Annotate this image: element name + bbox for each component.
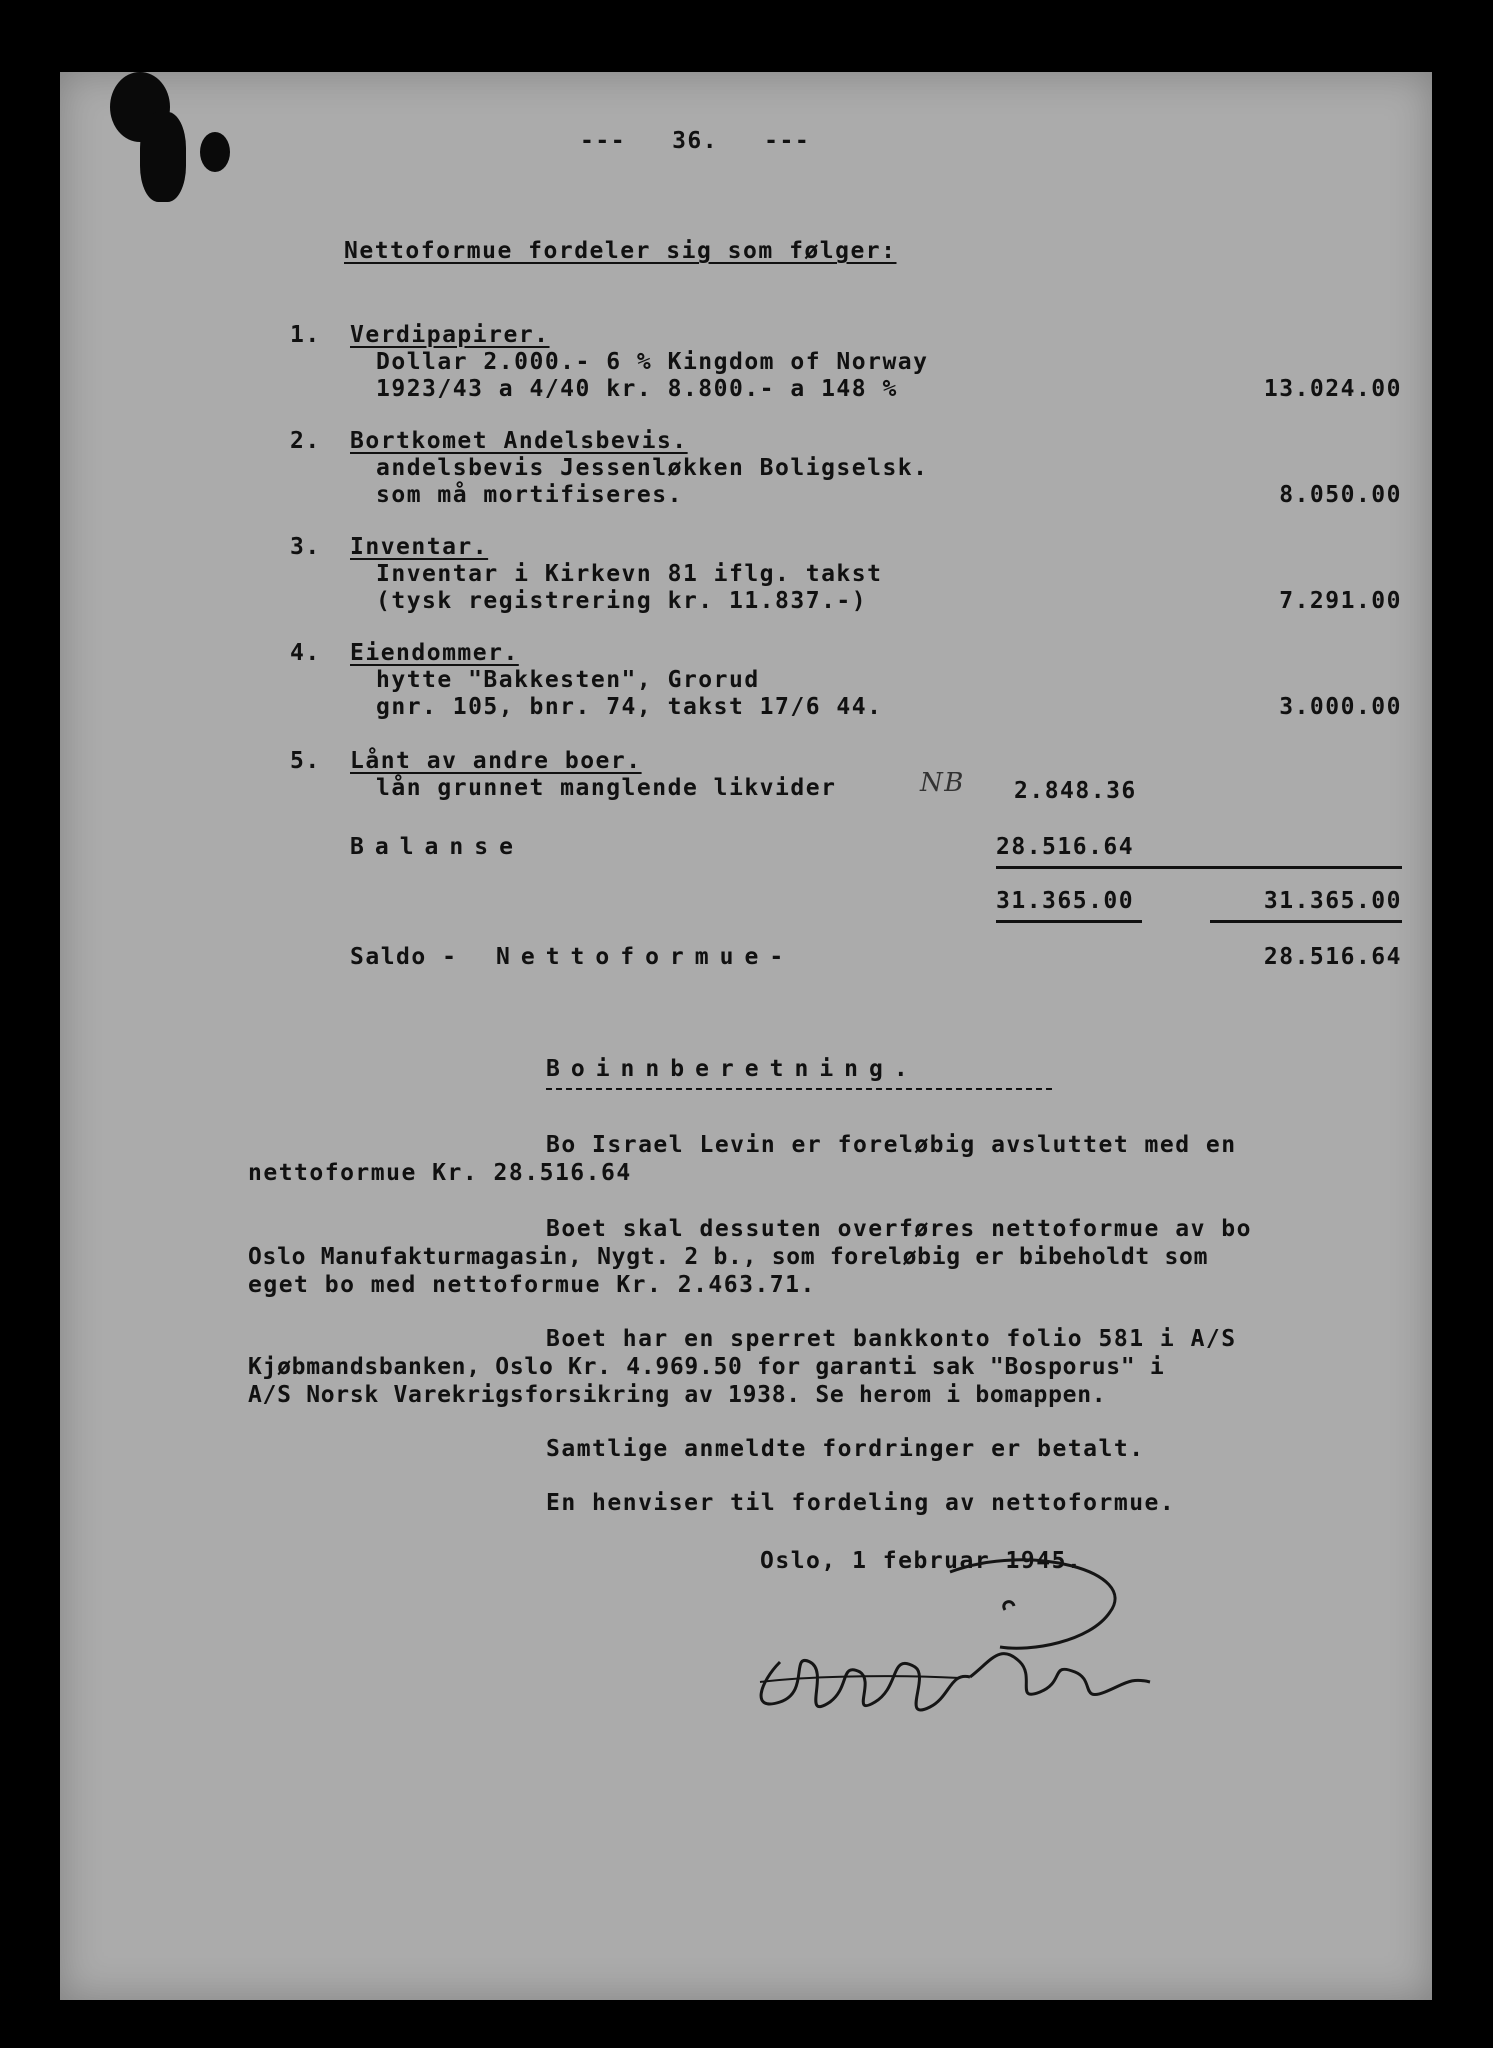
total-rule-right [1210, 920, 1402, 923]
report-line: Boet skal dessuten overføres nettoformue av bo [546, 1216, 1252, 1242]
item-title: Bortkomet Andelsbevis. [350, 428, 688, 454]
item-number: 3. [290, 534, 321, 560]
saldo-label: Nettoformue- [496, 944, 795, 970]
report-line: Samtlige anmeldte fordringer er betalt. [546, 1436, 1145, 1462]
place-date: Oslo, 1 februar 1945. [760, 1548, 1083, 1574]
item-amount: 8.050.00 [1279, 482, 1402, 508]
item-title: Verdipapirer. [350, 322, 550, 348]
item-line: Dollar 2.000.- 6 % Kingdom of Norway [376, 349, 929, 375]
balance-amount: 28.516.64 [996, 834, 1135, 860]
item-line: 1923/43 a 4/40 kr. 8.800.- a 148 % [376, 376, 898, 402]
handwritten-signature [700, 1552, 1160, 1752]
item-line: Inventar i Kirkevn 81 iflg. takst [376, 561, 883, 587]
report-line: Bo Israel Levin er foreløbig avsluttet med en [546, 1132, 1237, 1158]
item-line: (tysk registrering kr. 11.837.-) [376, 588, 868, 614]
ink-stain [200, 132, 230, 172]
report-title-underline [546, 1088, 1052, 1090]
section-heading: Nettoformue fordeler sig som følger: [344, 238, 897, 264]
item-number: 2. [290, 428, 321, 454]
report-line: Kjøbmandsbanken, Oslo Kr. 4.969.50 for garanti sak "Bosporus" i [248, 1354, 1165, 1380]
balance-rule [996, 866, 1402, 869]
report-line: nettoformue Kr. 28.516.64 [248, 1160, 632, 1186]
item-line: gnr. 105, bnr. 74, takst 17/6 44. [376, 694, 883, 720]
item-number: 4. [290, 640, 321, 666]
total-rule-left [996, 920, 1142, 923]
item-amount: 2.848.36 [1014, 778, 1137, 804]
item-title: Lånt av andre boer. [350, 748, 642, 774]
item-line: som må mortifiseres. [376, 482, 683, 508]
item-line: hytte "Bakkesten", Grorud [376, 667, 760, 693]
report-line: eget bo med nettoformue Kr. 2.463.71. [248, 1272, 816, 1298]
total-right: 31.365.00 [1263, 888, 1402, 914]
item-line: lån grunnet manglende likvider [376, 775, 837, 801]
item-title: Eiendommer. [350, 640, 519, 666]
page-number: --- 36. --- [580, 128, 811, 154]
handwritten-initials: NB [920, 768, 965, 798]
item-line: andelsbevis Jessenløkken Boligselsk. [376, 455, 929, 481]
report-title: Boinnberetning. [546, 1056, 919, 1082]
report-line: En henviser til fordeling av nettoformue. [546, 1490, 1176, 1516]
saldo-prefix: Saldo - [350, 944, 458, 970]
balance-label: Balanse [350, 834, 524, 860]
report-line: Oslo Manufakturmagasin, Nygt. 2 b., som foreløbig er bibeholdt som [248, 1244, 1209, 1270]
item-amount: 7.291.00 [1279, 588, 1402, 614]
total-left: 31.365.00 [996, 888, 1135, 914]
item-number: 5. [290, 748, 321, 774]
item-title: Inventar. [350, 534, 489, 560]
item-amount: 3.000.00 [1279, 694, 1402, 720]
ink-stain [140, 112, 186, 202]
report-line: A/S Norsk Varekrigsforsikring av 1938. Se herom i bomappen. [248, 1382, 1107, 1408]
item-amount: 13.024.00 [1263, 376, 1402, 402]
document-page [60, 72, 1432, 2000]
item-number: 1. [290, 322, 321, 348]
report-line: Boet har en sperret bankkonto folio 581 i A/S [546, 1326, 1237, 1352]
saldo-amount: 28.516.64 [1263, 944, 1402, 970]
